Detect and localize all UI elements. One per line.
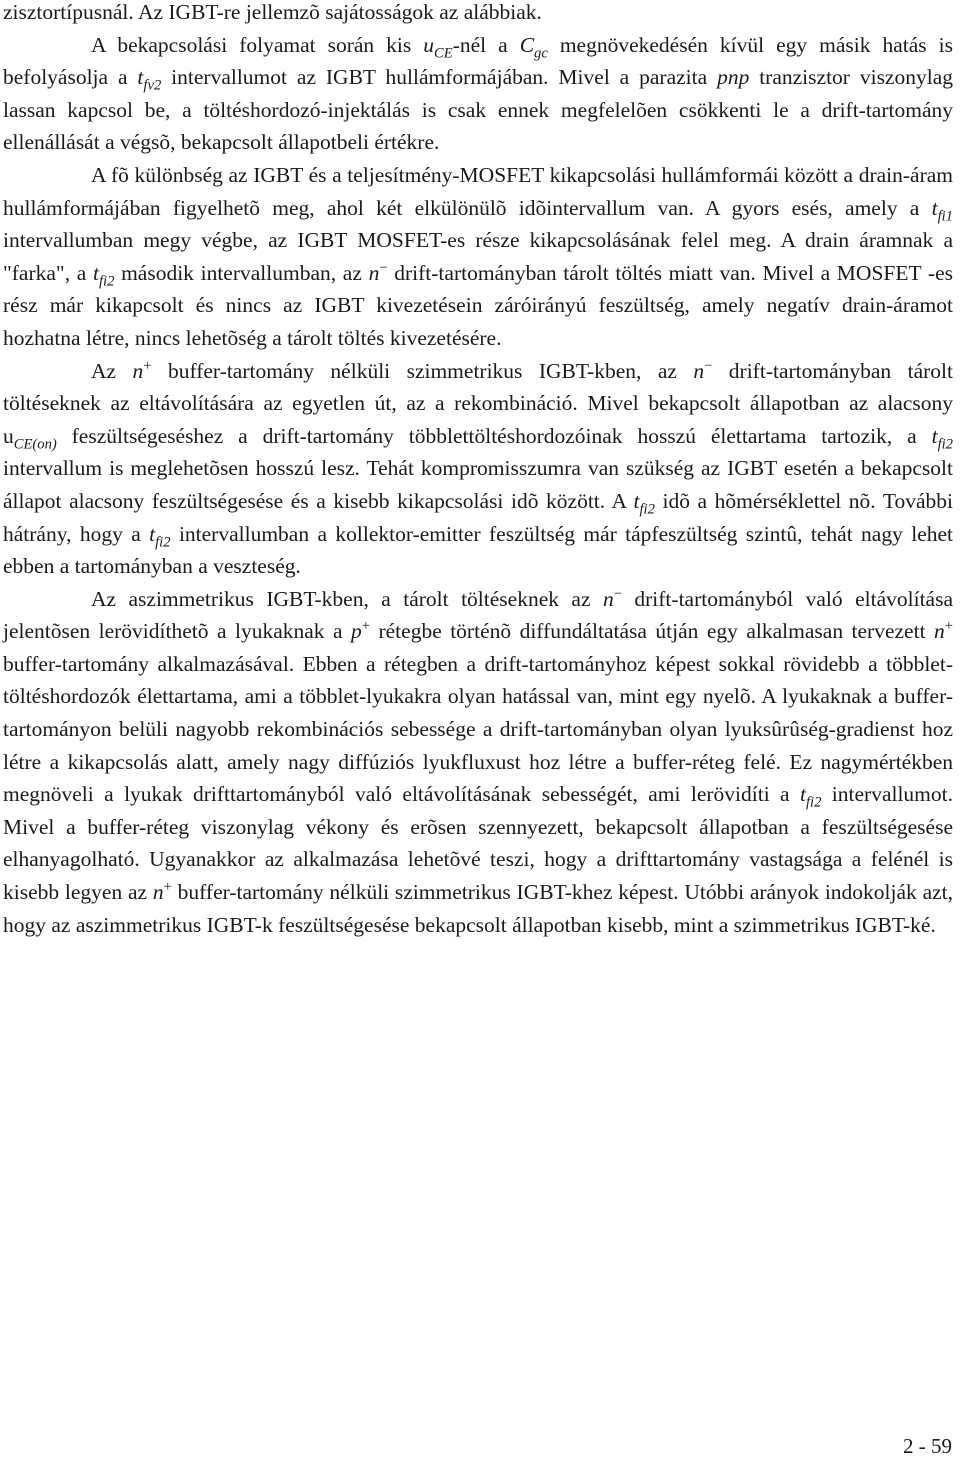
text-run: t <box>931 195 938 220</box>
text-run: t <box>92 260 99 285</box>
text-run: n <box>693 358 705 383</box>
text-run: u <box>423 32 435 57</box>
text-run: pnp <box>717 65 750 90</box>
text-run: intervallumban megy végbe, az IGBT MOSFET-es része kikapcsolásának felel meg. A drain áramnak a "farka", a <box>3 228 953 285</box>
page-number: 2 - 59 <box>903 1434 952 1458</box>
subscript: CE <box>434 44 453 61</box>
text-run: n <box>934 619 945 644</box>
text-run: C <box>519 32 535 57</box>
text-run: buffer-tartomány nélküli szimmetrikus IGBT-khez képest. Utóbbi arányok indokolják azt, hogy az aszimmetrikus IGBT-k feszültségesése bekapcsolt állapotban kisebb, mint a szimmetrikus IGBT-ké. <box>3 880 954 937</box>
superscript: − <box>379 259 388 276</box>
text-run: Az <box>91 358 133 383</box>
superscript: − <box>704 357 713 374</box>
subscript: gc <box>534 44 548 61</box>
text-run: drift-tartományban tárolt töltéseknek az eltávolítására az egyetlen út, az a rekombináció. Mivel bekapcsolt állapotban az alacsony <box>3 358 953 416</box>
paragraph <box>3 355 953 583</box>
subscript: CE(on) <box>13 436 57 453</box>
text-run: -nél a <box>452 32 520 57</box>
text-run: A fõ különbség az IGBT és a teljesítmény-MOSFET kikapcsolási hullámformái között a drain-áram hullámformájában figyelhetõ meg, ahol két elkülönülõ idõintervallum van. A gyors esés, amely a <box>3 162 953 220</box>
text-run: n <box>602 586 614 611</box>
superscript: + <box>163 878 172 895</box>
text-run: tranzisztor viszonylag lassan kapcsol be, a töltéshordozó-injektálás is csak ennek megfelelõen csökkenti le a drift-tartomány ellenállását a végsõ, bekapcsolt állapotbeli értékre. <box>3 65 953 155</box>
superscript: − <box>613 585 622 602</box>
paragraph <box>3 0 953 29</box>
subscript: fi2 <box>155 533 171 550</box>
text-run: t <box>633 488 640 513</box>
text-run: buffer-tartomány nélküli szimmetrikus IGBT-kben, az <box>151 358 694 383</box>
text-run: p <box>351 619 362 644</box>
text-run: t <box>137 65 144 90</box>
text-run: Az aszimmetrikus IGBT-kben, a tárolt töltéseknek az <box>91 586 603 611</box>
text-run: megnövekedésén kívül egy másik hatás is befolyásolja a <box>3 32 954 90</box>
text-run: zisztortípusnál. Az IGBT-re jellemzõ sajátosságok az alábbiak. <box>3 0 542 24</box>
superscript: + <box>361 618 371 635</box>
subscript: fi2 <box>805 794 822 811</box>
text-run: u <box>3 423 14 448</box>
text-run: n <box>368 260 380 285</box>
subscript: fv2 <box>143 77 162 94</box>
text-run: n <box>152 880 164 905</box>
text-run: drift-tartományból való eltávolítása jelentõsen lerövidíthetõ a lyukaknak a <box>3 586 953 644</box>
text-run: intervallum is meglehetõsen hosszú lesz. Tehát kompromisszumra van szükség az IGBT esetén a bekapcsolt állapot alacsony feszültségesése és a kisebb kikapcsolási idõ között. A <box>3 456 953 513</box>
text-run: A bekapcsolási folyamat során kis <box>91 32 424 57</box>
text-run: idõ a hõmérséklettel nõ. További hátrány, hogy a <box>3 488 954 546</box>
superscript: + <box>944 618 954 635</box>
text-run: rétegbe történõ diffundáltatása útján egy alkalmasan tervezett <box>370 619 935 644</box>
text-run: feszültségeséshez a drift-tartomány többlettöltéshordozóinak hosszú élettartama tartozik, a <box>56 423 932 448</box>
paragraph <box>3 583 953 942</box>
subscript: fi2 <box>937 436 953 453</box>
text-run: t <box>931 423 938 448</box>
text-run: n <box>132 358 144 383</box>
superscript: + <box>143 357 152 374</box>
subscript: fi1 <box>937 207 953 224</box>
text-run: t <box>149 521 156 546</box>
subscript: fi2 <box>98 273 115 290</box>
text-run: drift-tartományban tárolt töltés miatt van. Mivel a MOSFET -es rész már kikapcsolt és nincs az IGBT kivezetésein záróirányú feszültség, amely negatív drain-áramot hozhatna létre, nincs lehetõség a tárolt töltés kivezetésére. <box>3 260 953 350</box>
text-run: intervallumban a kollektor-emitter feszültség már tápfeszültség szintû, tehát nagy lehet ebben a tartományban a veszteség. <box>3 521 954 579</box>
text-run: intervallumot az IGBT hullámformájában. Mivel a parazita <box>161 65 718 90</box>
subscript: fi2 <box>639 501 655 518</box>
text-run: buffer-tartomány alkalmazásával. Ebben a rétegben a drift-tartományhoz képest sokkal rövidebb a többlet-töltéshordozók élettartama, ami a többlet-lyukakra olyan hatással van, mint egy nyelõ. A lyukaknak a buffer-tartományon belüli nagyobb rekombinációs sebessége a drift-tartományban olyan lyuksûrûség-gradienst hoz létre a kikapcsolás alatt, amely nagy diffúziós lyukfluxust hoz létre a buffer-réteg felé. Ez nagymértékben megnöveli a lyukak drifttartományból való eltávolításának sebességét, ami lerövidíti a <box>3 651 953 807</box>
text-run: második intervallumban, az <box>114 260 369 285</box>
text-run: intervallumot. Mivel a buffer-réteg viszonylag vékony és erõsen szennyezett, bekapcsolt állapotban a feszültségesése elhanyagolható. Ugyanakkor az alkalmazása lehetõvé teszi, hogy a drifttartomány vastagsága a felénél is kisebb legyen az <box>3 782 953 905</box>
paragraph <box>3 29 953 159</box>
text-run: t <box>799 782 806 807</box>
paragraph <box>3 159 953 355</box>
body-text <box>3 0 953 941</box>
